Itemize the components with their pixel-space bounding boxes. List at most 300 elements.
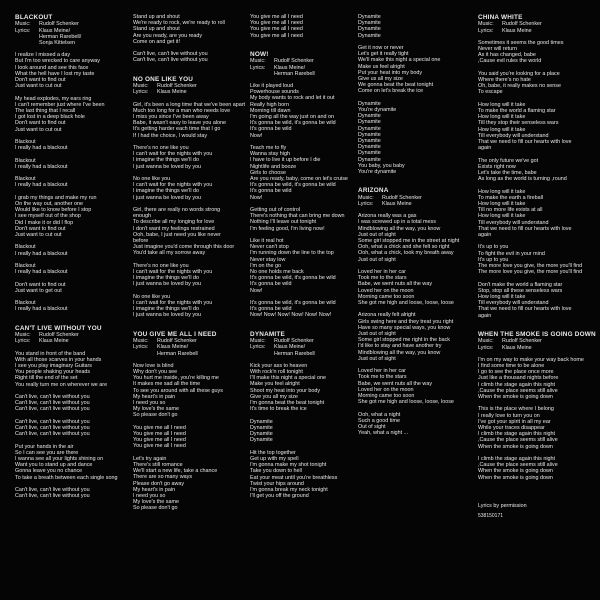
lyric-line: When the smoke is going down [478, 394, 553, 401]
lyric-line: I'll get you off the ground [250, 493, 309, 500]
lyrics-credit [250, 65, 360, 77]
lyric-line: I just wanna be loved by you [133, 281, 202, 288]
song-block [478, 331, 596, 493]
lyric-line: I'm on the go [250, 262, 281, 269]
catalog-number: 538150171 [478, 513, 504, 520]
lyric-line: enough [133, 213, 151, 220]
lyric-line: What the hell have I lost my taste [15, 70, 95, 77]
credit-name: Rudolf Schenker [39, 21, 79, 28]
lyric-line: You give me all I need [133, 424, 186, 431]
lyric-line: There's nothing that can bring me down [250, 213, 345, 220]
lyric-line: Just out of sight [358, 331, 396, 338]
song-block [250, 14, 360, 51]
lyric-line: No one like you [133, 293, 171, 300]
song-block [133, 75, 246, 331]
lyric-line: I imagine the things we'll do [133, 188, 200, 195]
lyrics-label: Lyrics: [15, 338, 31, 345]
credit-name: Rudolf Schenker [502, 21, 542, 28]
lyric-line: Can't live, can't live without you [15, 406, 90, 413]
lyric-line: With rock'n roll tonight [250, 369, 303, 376]
lyric-line: Powerhouse sounds [250, 89, 299, 96]
lyric-line: You give me all I need [133, 431, 186, 438]
lyric-line: It's gonna be wild, it's gonna be wild [250, 182, 336, 189]
lyric-line: Much too long for a man who needs love [133, 107, 231, 114]
stanza [250, 145, 360, 201]
lyric-line: No one holds me back [250, 269, 304, 276]
lyric-line: Get it now or never [358, 45, 404, 51]
lyric-line: How long will it take [478, 188, 526, 195]
lyric-line: I can't wait for the nights with you [133, 182, 213, 189]
song-title: ARIZONA [358, 187, 389, 195]
stanza [15, 96, 115, 133]
lyric-line: I grab my things and make my run [15, 194, 97, 201]
lyrics-names [502, 28, 532, 34]
lyric-line: Dynamite [250, 418, 273, 425]
lyric-line: How long will it take [478, 114, 526, 121]
stanza [478, 71, 596, 96]
lyric-line: Dynamite [250, 424, 273, 431]
stanza [15, 419, 115, 438]
lyric-line: To fight the evil in your mind [478, 250, 545, 257]
lyric-line: I'm on my way to make your way back home [478, 356, 584, 363]
lyrics-label: Lyrics: [478, 344, 494, 351]
music-label: Music: [15, 21, 31, 28]
lyric-line: I really had a blackout [15, 163, 68, 170]
stanza [15, 300, 115, 312]
stanza [478, 158, 596, 183]
stanza [15, 263, 115, 275]
lyric-line: again [478, 232, 492, 239]
lyric-line: Blackout [15, 176, 36, 183]
lyric-line: I imagine the things we'll do [133, 157, 200, 164]
credit-name: Klaus Meine [39, 338, 69, 345]
lyric-line: To make the earth a fireball [478, 194, 544, 201]
lyric-line: Can't live, can't live without you [15, 431, 90, 438]
lyric-line: Want you to stand up and dance [15, 462, 93, 469]
lyrics-credit [478, 345, 596, 351]
lyric-line: Morning till dawn [250, 107, 291, 114]
lyric-line: Ooh, what a chick, took my breath away [358, 250, 454, 257]
lyric-line: I'd like to stay and have another try [358, 343, 442, 350]
stanza [478, 102, 596, 152]
lyric-line: Now! [250, 194, 263, 201]
lyric-line: I can't wait for the nights with you [133, 151, 213, 158]
music-label: Music: [15, 332, 31, 339]
song-block [478, 14, 596, 331]
lyric-line: Eat your meat until you're breathless [250, 474, 338, 481]
lyric-line: Morning came too soon [358, 393, 415, 400]
lyric-line: Just want to cut out [15, 83, 62, 90]
lyric-line: So please don't go [133, 505, 178, 512]
lyric-line: I just wanna be loved by you [133, 194, 202, 201]
lyric-line: Come on let's break the ice [358, 88, 424, 95]
lyric-line: Are you ready, are you ready [133, 32, 203, 39]
lyric-line: It's up to you [478, 256, 509, 263]
lyric-line: Come on and get it! [133, 38, 181, 45]
lyric-line: It's up to you [478, 244, 509, 251]
lyric-line: Dynamite [250, 431, 273, 438]
lyric-line: I need you so [133, 400, 166, 407]
lyrics-label: Lyrics: [250, 64, 266, 71]
credit-name: Klaus Meine [382, 201, 412, 208]
lyric-line: Blackout [15, 263, 36, 270]
music-label: Music: [478, 338, 494, 345]
lyric-line: Gonna leave you no chance [15, 468, 83, 475]
credit-name: Klaus Meine/ [274, 64, 306, 71]
stanza [15, 244, 115, 256]
lyric-line: To describe all my longing for love [133, 219, 215, 226]
lyric-line: Stop, stop all these senseless wars [478, 287, 563, 294]
lyrics-label: Lyrics: [478, 27, 494, 34]
lyric-line: Get up with my spell [250, 455, 299, 462]
lyric-line: Girl, there are really no words strong [133, 207, 221, 214]
lyric-line: Please don't go away [133, 480, 185, 487]
lyrics-names [382, 201, 412, 207]
credits [358, 195, 470, 207]
lyric-line: Let's try again [133, 455, 167, 462]
lyric-line: You'd take all my sorrow away [133, 250, 206, 257]
lyric-line: Can't live, can't live without you [15, 418, 90, 425]
stanza [15, 282, 115, 294]
lyric-line: Babe, it wasn't easy to leave you alone [133, 120, 227, 127]
lyric-line: again [478, 145, 492, 152]
lyric-line: My body wants to rock and let it out [250, 95, 335, 102]
lyric-line: Make you feel alright [250, 381, 300, 388]
lyric-line: Ooh, what a chick and she felt so right [358, 244, 450, 251]
lyric-line: Loved her on the moon [358, 287, 414, 294]
lyric-line: Just want to cut out [15, 126, 62, 133]
lyric-line: You really turn me on wherever we are [15, 381, 108, 388]
lyric-line: Just want to get out [15, 287, 62, 294]
lyric-line: Really high born [250, 101, 289, 108]
credit-name: Rudolf Schenker [274, 338, 314, 345]
lyric-line: Shoot my heat into your body [250, 387, 321, 394]
lyric-line: It's getting harder each time that I go [133, 126, 221, 133]
lyric-line: Just imagine you'd come through this door [133, 244, 235, 251]
lyric-line: I just wanna be loved by you [133, 312, 202, 319]
lyric-line: I'm gonna break my neck tonight [250, 486, 328, 493]
lyric-line: To escape [478, 89, 503, 96]
lyric-line: My love's the same [133, 406, 179, 413]
lyric-line: She got me high and loose, loose, loose [358, 300, 454, 307]
lyric-line: Dynamite [358, 113, 381, 120]
lyric-line: I can't wait for the nights with you [133, 300, 213, 307]
stanza [358, 412, 470, 437]
stanza [478, 406, 596, 449]
lyric-line: Such a good time [358, 417, 400, 424]
lyric-line: Can't live, can't live without you [15, 493, 90, 500]
lyric-line: Don't want to find out [15, 77, 66, 84]
lyric-line: Have so many special ways, you know [358, 324, 451, 331]
lyric-line: Can't live, can't live without you [15, 487, 90, 494]
credits [15, 21, 115, 46]
lyric-line: No one like you [133, 176, 171, 183]
lyric-line: Right till the end of the set [15, 375, 78, 382]
lyric-line: The more love you give, the more you'll find [478, 269, 583, 276]
lyric-line: Yeah, what a night ... [358, 430, 409, 437]
lyric-line: Dynamite [358, 125, 381, 132]
lyric-line: Dynamite [358, 138, 381, 145]
column-5-songs [478, 14, 596, 493]
lyric-line: Blackout [15, 139, 36, 146]
lyric-line: We're ready to rock, we're ready to roll [133, 20, 225, 27]
lyrics-credit [478, 28, 596, 34]
lyric-line: You people shaking your heads [15, 369, 91, 376]
lyrics-label: Lyrics: [358, 201, 374, 208]
lyric-line: That we need to fill our hearts with love [478, 139, 572, 146]
lyrics-credit [15, 338, 115, 344]
credits [133, 338, 243, 357]
lyric-line: You said you're looking for a place [478, 70, 560, 77]
song-block [358, 14, 470, 187]
column-2 [133, 14, 246, 524]
lyric-line: Take you down to hell [250, 468, 302, 475]
lyric-line: Where there's no hate [478, 77, 531, 84]
lyric-line: Teach me to fly [250, 145, 287, 152]
stanza [478, 282, 596, 319]
lyric-line: Kick your ass to heaven [250, 362, 308, 369]
stanza [358, 213, 470, 263]
stanza [133, 363, 243, 419]
lyric-line: To make the world a flaming star [478, 108, 556, 115]
stanza [358, 269, 470, 306]
credit-name: Klaus Meine/ [157, 344, 189, 351]
stanza [15, 139, 115, 151]
lyrics-credit [133, 344, 243, 356]
lyric-line: I'm gonna beat the beat tonight [250, 400, 325, 407]
lyric-line: I'm going all the way just on and on [250, 114, 335, 121]
lyric-line: Exists right now [478, 163, 516, 170]
lyric-line: Dynamite [358, 26, 381, 33]
lyric-line: Dynamite [358, 32, 381, 39]
song-title: DYNAMITE [250, 330, 285, 338]
lyric-line: I'll make this night a special one [250, 375, 326, 382]
lyric-line: You give me all I need [133, 443, 186, 450]
credit-name: Herman Rarebell [157, 350, 198, 357]
music-label: Music: [250, 58, 266, 65]
lyric-line: I was screwed up in a total mess [358, 219, 436, 226]
lyric-line: It's gonna be wild, it's gonna be wild [250, 120, 336, 127]
lyric-line: Dynamite [250, 437, 273, 444]
lyric-line: Babe, we went nuts all the way [358, 380, 433, 387]
credit-name: Rudolf Schenker [502, 338, 542, 345]
lyric-line: Are you ready, baby, come on let's cruise [250, 176, 348, 183]
column-1 [15, 14, 118, 512]
lyric-line: It's gonna be wild [250, 188, 292, 195]
lyric-line: My heart's in pain [133, 486, 176, 493]
stanza [250, 83, 360, 139]
stanza [15, 443, 118, 481]
stanza [250, 419, 360, 444]
lyrics-label: Lyrics: [15, 27, 31, 34]
lyric-line: Arizona really was a gas [358, 213, 417, 220]
lyric-line: Ooh, babe, I just need you like never [133, 231, 221, 238]
lyric-line: We'll make this night a special one [358, 57, 441, 64]
lyrics-credit [15, 28, 115, 47]
credit-name: Klaus Meine/ [274, 344, 306, 351]
lyric-line: Just out of sight [358, 355, 396, 362]
stanza [15, 176, 115, 188]
lyric-line: I climb the stage again this night [478, 456, 556, 463]
lyric-line: I climb the stage again this night [478, 431, 556, 438]
stanza [15, 158, 115, 170]
music-label: Music: [133, 338, 149, 345]
lyric-line: Can't live, can't live without you [15, 400, 90, 407]
lyric-line: ,Cause the place seems still alive [478, 387, 558, 394]
stanza [133, 14, 243, 45]
lyric-line: We gonna beat the beat tonight [358, 82, 434, 89]
lyric-line: Blackout [15, 157, 36, 164]
lyric-line: Sometimes it seems the good times [478, 39, 564, 46]
lyric-line: We'll start a new life, take a chance [133, 468, 218, 475]
stanza [358, 368, 470, 405]
lyric-line: I really had a blackout [15, 269, 68, 276]
lyric-line: Like it played loud [250, 83, 294, 90]
lyric-line: I find some time to be alone [478, 363, 545, 370]
lyric-line: It's gonna be wild, it's gonna be wild [250, 275, 336, 282]
lyric-line: I really love to turn you on [478, 412, 540, 419]
lyric-line: Till everybody will understand [478, 132, 549, 139]
stanza [250, 450, 360, 500]
lyric-line: If I had the choice, I would stay [133, 132, 208, 139]
stanza [133, 145, 243, 170]
stanza [15, 394, 115, 413]
lyric-line: Some girl stopped me in the street at night [358, 238, 460, 245]
stanza [358, 45, 470, 95]
song-block [133, 331, 243, 524]
credits [478, 338, 596, 350]
credit-name: Klaus Meine [502, 27, 532, 34]
lyric-line: Dynamite [358, 100, 381, 107]
lyric-line: ,Cause the place seems still alive [478, 437, 558, 444]
credit-name: Klaus Meine/ [39, 27, 71, 34]
stanza [250, 238, 360, 294]
lyric-line: ,Cause the place seems still alive [478, 462, 558, 469]
lyric-line: There's no one like you [133, 145, 189, 152]
lyric-line: Just out of sight [358, 256, 396, 263]
lyric-line: To see you around with all these guys [133, 387, 223, 394]
stanza [250, 363, 360, 413]
lyric-line: Till they stop their senseless wars [478, 120, 559, 127]
lyric-line: Give you all my size [250, 393, 298, 400]
lyric-line: Stand up and shout [133, 14, 180, 20]
lyric-line: I really had a blackout [15, 145, 68, 152]
credits [478, 21, 596, 33]
lyrics-label: Lyrics: [133, 89, 149, 96]
lyric-line: Make us feel alright [358, 63, 405, 70]
lyric-line: Twist your hips around [250, 480, 304, 487]
credit-name: Rudolf Schenker [157, 338, 197, 345]
lyrics-credit [358, 201, 470, 207]
song-title: CAN'T LIVE WITHOUT YOU [15, 324, 102, 332]
lyric-line: Can't live, can't live without you [15, 425, 90, 432]
column-5 [478, 14, 596, 519]
lyric-line: Put your heat into my body [358, 69, 423, 76]
lyric-line: Babe, we went nuts all the way [358, 281, 433, 288]
lyric-line: I realize I missed a day [15, 52, 71, 59]
lyric-line: It's gonna be wild [250, 281, 292, 288]
lyric-line: Now! [250, 287, 263, 294]
lyric-line: I'm gonna make my shot tonight [250, 462, 327, 469]
stanza [478, 357, 596, 400]
lyric-line: Dynamite [358, 119, 381, 126]
stanza [358, 101, 470, 175]
lyrics-names [502, 345, 532, 351]
lyric-line: Dynamite [358, 144, 381, 151]
lyric-line: Put your hands in the air [15, 443, 74, 450]
lyric-line: I climb the stage again this night [478, 381, 556, 388]
stanza [133, 176, 243, 201]
lyric-line: Girl, it's been a long time that we've been apart [133, 101, 246, 108]
lyric-line: Mindblowing all the way, you know [358, 349, 441, 356]
song-title: YOU GIVE ME ALL I NEED [133, 330, 217, 338]
lyric-line: Took me to the stars [358, 275, 407, 282]
lyric-line: How long will it take [478, 213, 526, 220]
lyric-line: Just want to cut out [15, 232, 62, 239]
credit-name: Herman Rarebell [274, 350, 315, 357]
stanza [15, 52, 115, 89]
lyric-line: I look around and see this face [15, 64, 89, 71]
lyric-line: But I'm too wrecked to care anyway [15, 58, 100, 65]
lyric-line: Dynamite [358, 14, 381, 20]
lyric-line: Girls to choose [250, 169, 286, 176]
stanza [133, 456, 243, 512]
lyric-line: Wanna stay high [250, 151, 290, 158]
credit-name: Sonja Kittelsen [39, 40, 75, 47]
lyric-line: It's gonna be wild [250, 306, 292, 313]
stanza [15, 195, 115, 238]
stanza [133, 101, 246, 139]
lyric-line: My head explodes, my ears ring [15, 95, 92, 102]
lyric-line: I imagine the things we'll do [133, 275, 200, 282]
lyric-line: Just like a thousand nights before [478, 375, 559, 382]
column-3 [250, 14, 360, 512]
lyric-line: Stand up and shout [133, 26, 180, 33]
lyric-line: Getting out of control [250, 207, 301, 214]
lyric-line: As long as the world is turning ,round [478, 176, 567, 183]
lyric-line: The last thing that I recall [15, 108, 76, 115]
lyric-line: I'm running down the line to the top [250, 250, 334, 257]
lyric-line: Never will return [478, 46, 517, 53]
lyric-line: ,Cause evil rules the world [478, 58, 542, 65]
lyric-line: With all those scarves in your hands [15, 356, 102, 363]
lyric-line: So please don't go [133, 412, 178, 419]
lyric-line: My love's the same [133, 499, 179, 506]
stanza [133, 263, 243, 288]
lyric-line: Blackout [15, 300, 36, 307]
credit-name: Rudolf Schenker [39, 332, 79, 339]
lyric-line: I can't wait for the nights with you [133, 269, 213, 276]
credit-name: Rudolf Schenker [157, 83, 197, 90]
lyric-line: That we need to fill our hearts with love [478, 225, 572, 232]
lyric-line: There's still romance [133, 462, 183, 469]
lyric-line: I have to live it up before I die [250, 157, 321, 164]
lyric-line: You hurt me inside, you're killing me [133, 375, 219, 382]
lyric-line: I just wanna be loved by you [133, 163, 202, 170]
lyric-line: Would like to know before I stop [15, 207, 92, 214]
lyric-line: Nothing I'll leave out tonight [250, 219, 317, 226]
credit-name: Rudolf Schenker [382, 194, 422, 201]
music-label: Music: [478, 21, 494, 28]
stanza [478, 244, 596, 275]
lyric-line: I need you so [133, 493, 166, 500]
lyric-line: You give me all I need [250, 20, 303, 27]
lyric-line: Now! Now! Now! Now! Now! Now! [250, 312, 332, 319]
stanza [15, 487, 115, 499]
lyric-line: I see you play imaginary Guitars [15, 363, 93, 370]
stanza [133, 294, 243, 319]
lyric-line: I imagine the things we'll do [133, 306, 200, 313]
